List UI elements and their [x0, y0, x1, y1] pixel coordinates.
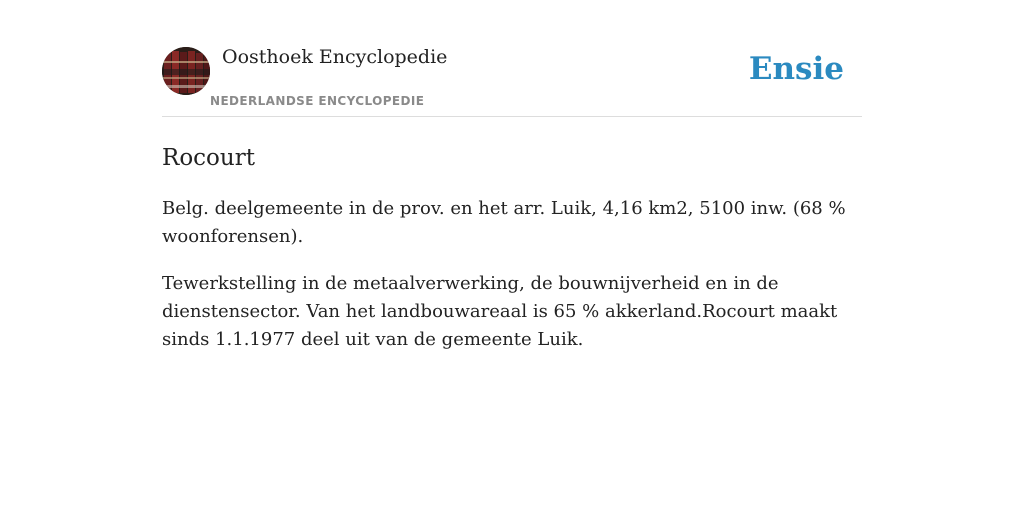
site-avatar[interactable]: [162, 47, 210, 95]
article-paragraph: Tewerkstelling in de metaalverwerking, de bouwnijverheid en in de dienstensector. Van het landbouwareaal is 65 % akkerland.Rocourt maakt sinds 1.1.1977 deel uit van de gemeente Luik.: [162, 273, 838, 350]
site-title[interactable]: Oosthoek Encyclopedie: [222, 46, 448, 68]
page-container: [162, 0, 862, 354]
book-spines-icon: [162, 47, 210, 95]
site-subtitle: NEDERLANDSE ENCYCLOPEDIE: [210, 94, 425, 108]
article-paragraph: Belg. deelgemeente in de prov. en het arr. Luik, 4,16 km2, 5100 inw. (68 % woonforensen).: [162, 198, 846, 247]
site-header: [162, 0, 862, 117]
ensie-logo[interactable]: Ensie: [748, 51, 844, 87]
article-title: Rocourt: [162, 145, 255, 171]
